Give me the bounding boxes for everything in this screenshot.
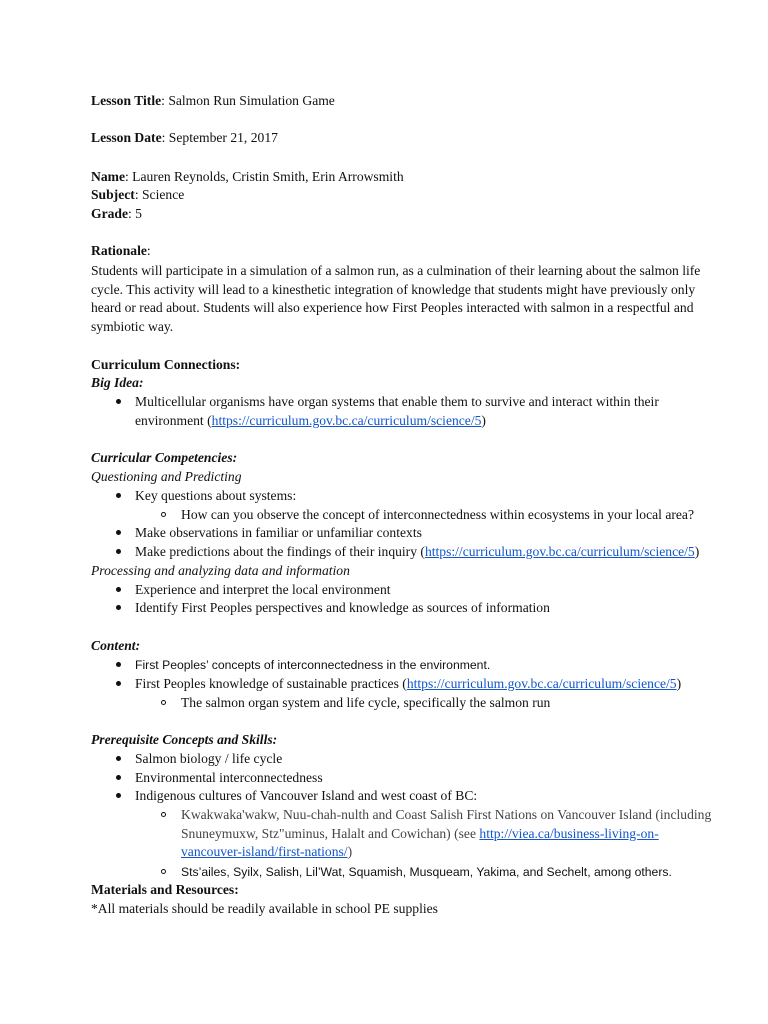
list-subitem: The salmon organ system and life cycle, specifically the salmon run [181, 695, 551, 710]
lesson-title-label: Lesson Title [91, 93, 162, 108]
list-subitem: Kwakwaka'wakw, Nuu-chah-nulth and Coast Salish First Nations on Vancouver Island (including [181, 807, 712, 822]
list-item: First Peoples knowledge of sustainable practices (https://curriculum.gov.bc.ca/curriculum/science/5) [135, 676, 682, 691]
list-item: First Peoples’ concepts of interconnectedness in the environment. [135, 658, 491, 672]
big-idea-heading: Big Idea: [91, 375, 144, 390]
materials-line: *All materials should be readily available in school PE supplies [91, 901, 438, 916]
list-subitem-cont: vancouver-island/first-nations/) [181, 844, 353, 859]
viea-link[interactable]: vancouver-island/first-nations/ [181, 844, 348, 859]
viea-link[interactable]: http://viea.ca/business-living-on- [479, 826, 659, 841]
circle-bullet-icon [161, 512, 166, 517]
subject-line [91, 186, 184, 204]
circle-bullet-icon [161, 869, 166, 874]
subject-value: : Science [134, 187, 185, 202]
rationale-heading: Rationale: [91, 243, 151, 258]
list-item: Indigenous cultures of Vancouver Island and west coast of BC: [135, 788, 478, 803]
materials-heading: Materials and Resources: [91, 882, 239, 897]
grade-value: : 5 [128, 206, 142, 221]
bullet-icon [116, 793, 121, 798]
competencies-subheading: Questioning and Predicting [91, 469, 242, 484]
bullet-icon [116, 756, 121, 761]
list-item: Environmental interconnectedness [135, 770, 323, 785]
rationale-line: symbiotic way. [91, 319, 174, 334]
list-item: Make predictions about the findings of their inquiry (https://curriculum.gov.bc.ca/curriculum/science/5) [135, 544, 700, 559]
big-idea-item: Multicellular organisms have organ systems that enable them to survive and interact within their [135, 394, 659, 409]
bullet-icon [116, 587, 121, 592]
lesson-title-value: : Salmon Run Simulation Game [161, 93, 335, 108]
prerequisites-heading: Prerequisite Concepts and Skills: [91, 732, 278, 747]
subject-label: Subject [91, 187, 135, 202]
name-value: : Lauren Reynolds, Cristin Smith, Erin Arrowsmith [124, 169, 404, 184]
list-item: Salmon biology / life cycle [135, 751, 283, 766]
lesson-title-line [91, 92, 335, 110]
bullet-icon [116, 662, 121, 667]
circle-bullet-icon [161, 812, 166, 817]
rationale-line: heard or read about. Students will also experience how First Peoples interacted with salmon in a respectful and [91, 300, 694, 315]
circle-bullet-icon [161, 700, 166, 705]
lesson-date-label: Lesson Date [91, 130, 162, 145]
list-subitem-cont: Snuneymuxw, Stz"uminus, Halalt and Cowichan) (see http://viea.ca/business-living-on- [181, 826, 659, 841]
rationale-line: Students will participate in a simulation of a salmon run, as a culmination of their learning about the salmon life [91, 263, 701, 278]
curriculum-link[interactable]: https://curriculum.gov.bc.ca/curriculum/science/5 [211, 413, 482, 428]
bullet-icon [116, 605, 121, 610]
rationale-line: cycle. This activity will lead to a kinesthetic integration of knowledge that students might have previously only [91, 282, 696, 297]
curriculum-link[interactable]: https://curriculum.gov.bc.ca/curriculum/science/5 [406, 676, 677, 691]
lesson-date-line [91, 129, 278, 147]
content-heading: Content: [91, 638, 141, 653]
bullet-icon [116, 549, 121, 554]
bullet-icon [116, 493, 121, 498]
list-subitem: How can you observe the concept of interconnectedness within ecosystems in your local area? [181, 507, 694, 522]
bullet-icon [116, 775, 121, 780]
competencies-heading: Curricular Competencies: [91, 450, 238, 465]
bullet-icon [116, 399, 121, 404]
big-idea-item-cont: environment (https://curriculum.gov.bc.ca/curriculum/science/5) [135, 413, 486, 428]
list-item: Identify First Peoples perspectives and knowledge as sources of information [135, 600, 550, 615]
list-subitem: Sts’ailes, Syilx, Salish, Lil’Wat, Squamish, Musqueam, Yakima, and Sechelt, among others. [181, 865, 672, 879]
list-item: Experience and interpret the local environment [135, 582, 391, 597]
grade-line [91, 205, 142, 223]
grade-label: Grade [91, 206, 128, 221]
curriculum-link[interactable]: https://curriculum.gov.bc.ca/curriculum/science/5 [424, 544, 695, 559]
name-label: Name [91, 169, 125, 184]
lesson-date-value: : September 21, 2017 [161, 130, 278, 145]
bullet-icon [116, 530, 121, 535]
curriculum-heading: Curriculum Connections: [91, 357, 241, 372]
bullet-icon [116, 681, 121, 686]
list-item: Key questions about systems: [135, 488, 297, 503]
name-line [91, 168, 404, 186]
list-item: Make observations in familiar or unfamiliar contexts [135, 525, 422, 540]
competencies-subheading: Processing and analyzing data and information [91, 563, 350, 578]
